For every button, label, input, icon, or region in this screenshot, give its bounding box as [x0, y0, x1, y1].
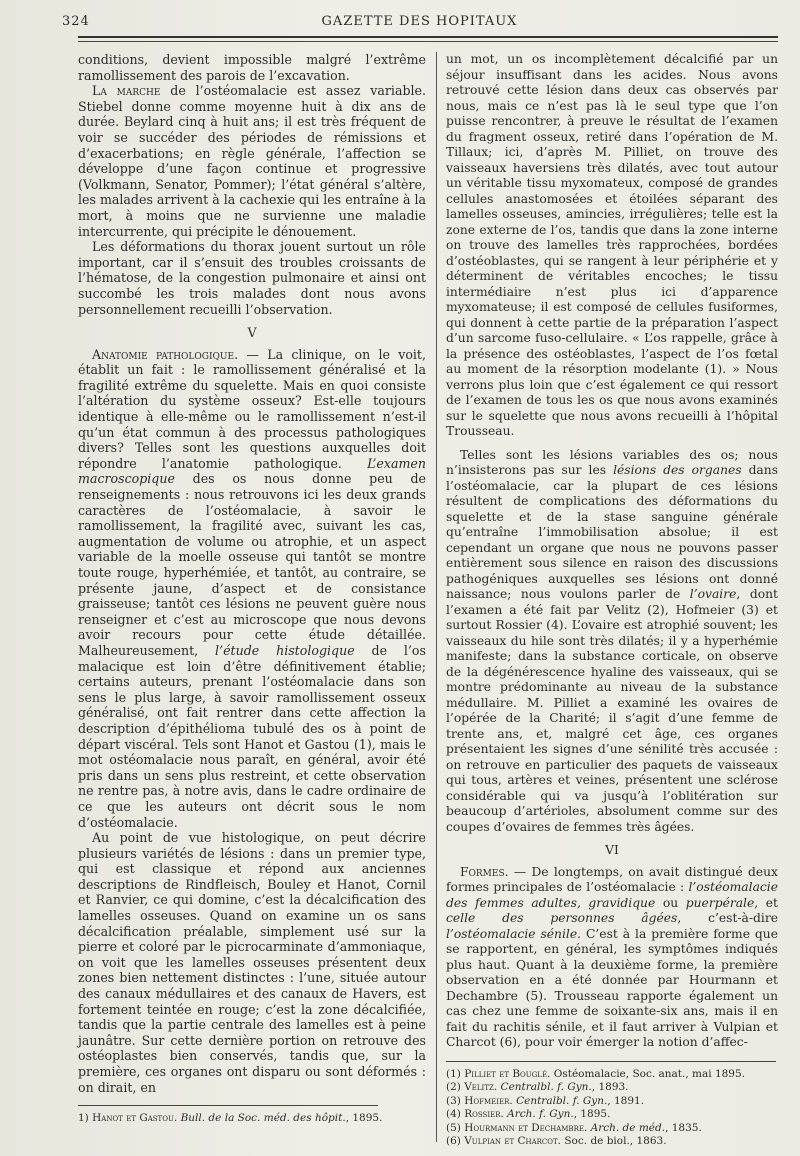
- footnote-author: Hofmeier.: [464, 1094, 513, 1107]
- footnote-end: , 1893.: [591, 1081, 629, 1093]
- header-rule-thin: [78, 41, 778, 42]
- italic-run: l’ostéomalacie des femmes adultes, gravidique: [446, 880, 778, 910]
- footnote-end: , 1891.: [607, 1094, 645, 1107]
- italic-run: celle des personnes âgées: [446, 911, 678, 925]
- paragraph: un mot, un os incomplètement décalcifié par un séjour insuffisant dans les acides. Nous avons retrouvé cette lésion dans deux cas observés par nous, mais ce n’est pas là le seul type que l’on puisse rencontrer, à preuve le résultat de l’examen du fragment osseux, retiré dans l’opération de M. Tillaux; ici, d’après M. Pilliet, on trouve des vaisseaux haversiens très dilatés, avec tout autour un véritable tissu myxomateux, composé de grandes cellules anastomosées et étoilées séparant des lamelles osseuses, amincies, irrégulières; telle est la zone externe de l’os, tandis que dans la zone interne on trouve des lamelles très rapprochées, bordées d’ostéoblastes, qui se rangent à leur périphérie et y déterminent de véritables encoches; le tissu intermédiaire n’est plus ici d’apparence myxomateuse; il est composé de cellules fusiformes, qui donnent à cette partie de la préparation l’aspect d’un sarcome fuso-cellulaire. « L’os rappelle, grâce à la présence des ostéoblastes, l’aspect de l’os fœtal au moment de la résorption modelante (1). » Nous verrons plus loin que c’est également ce qui ressort de l’examen de tous les os que nous avons examinés sur le squelette que nous avons recueilli à l’hôpital Trousseau.: [446, 52, 778, 438]
- footnote-author: Vulpian et Charcot.: [464, 1135, 562, 1147]
- text-run: , et: [754, 895, 778, 910]
- footnote-source: Centralbl. f. Gyn.: [497, 1081, 592, 1093]
- column-divider: [436, 52, 437, 1142]
- footnote: [446, 1081, 778, 1095]
- footnote-end: , 1895.: [345, 1112, 383, 1125]
- left-column: [78, 52, 426, 1126]
- footnote-source: Arch. de méd.: [587, 1121, 666, 1134]
- footnote-source: Centralbl. f. Gyn.: [512, 1094, 608, 1107]
- header-rule-thick: [78, 36, 778, 38]
- footnote: [446, 1108, 778, 1122]
- footnote-number: (6): [446, 1135, 461, 1147]
- footnote-end: , 1835.: [665, 1121, 702, 1134]
- text-run: de l’os malacique est loin d’être définitivement établie; certains auteurs, prenant l’ostéomalacie dans son sens le plus large, à savoir ramollissement osseux généralisé, ont fait rentrer dans cette affection la description d’épithélioma tubulé des os à point de départ viscéral. Tels sont Hanot et Gastou (1), mais le mot ostéomalacie nous paraît, en général, avoir été pris dans un sens plus restreint, et cette observation ne rentre pas, à notre avis, dans le cadre ordinaire de ce que les auteurs ont décrit sous le nom d’ostéomalacie.: [78, 642, 426, 830]
- text-run: — La clinique, on le voit, établit un fait : le ramollissement généralisé et la fragilité extrême du squelette. Mais en quoi consiste l’altération du système osseux? Est-elle toujours identique à elle-même ou le ramollissement n’est-il qu’un état commun à des processus pathologiques divers? Telles sont les questions auxquelles doit répondre l’anatomie pathologique.: [78, 346, 426, 471]
- text-run: , c’est-à-dire: [677, 911, 778, 925]
- footnote-rule: [446, 1061, 776, 1062]
- paragraph: conditions, devient impossible malgré l’extrême ramollissement des parois de l’excavation.: [78, 52, 426, 83]
- footnote-number: (3): [446, 1094, 461, 1107]
- footnote-author: Pilliet et Bouglé.: [464, 1067, 551, 1080]
- footnote-end: Ostéomalacie, Soc. anat., mai 1895.: [550, 1067, 745, 1080]
- page-number: 324: [62, 14, 90, 29]
- footnote-number: (5): [446, 1121, 461, 1134]
- italic-run: L’examen macroscopique: [78, 455, 426, 487]
- italic-run: lésions des organes: [613, 463, 742, 477]
- page-header: [62, 14, 777, 34]
- footnote-rule: [78, 1105, 378, 1106]
- footnote-source: Bull. de la Soc. méd. des hôpit.: [180, 1112, 346, 1125]
- italic-run: l’ovaire: [689, 587, 737, 601]
- text-run: dans l’ostéomalacie, car la plupart de ces lésions résultent de complications des déformations du squelette et de la stase sanguine générale qu’entraîne l’immobilisation absolue; il est cependant un organe que nous ne pouvons passer entièrement sous silence en raison des discussions pathogéniques auxquelles ses lésions ont donné naissance; nous voulons parler de: [446, 463, 778, 601]
- footnote-author: Hanot et Gastou.: [92, 1112, 178, 1125]
- footnote-end: , 1895.: [573, 1108, 611, 1120]
- footnotes-left: [78, 1112, 426, 1126]
- footnotes-right: [446, 1068, 778, 1149]
- italic-run: l’ostéomalacie sénile.: [446, 926, 582, 941]
- text-run: des os nous donne peu de renseignements : nous retrouvons ici les deux grands caractères de l’ostéomalacie, à savoir le ramollissement, la fragilité avec, suivant les cas, augmentation de volume ou atrophie, et un aspect variable de la moelle osseuse qui tantôt se montre toute rouge, hyperhémiée, et tantôt, au contraire, se présente jaune, d’aspect et de consistance graisseuse; tantôt ces lésions ne peuvent guère nous renseigner et c’est au microscope que nous devons avoir recours pour cette étude détaillée. Malheureusement,: [78, 471, 426, 658]
- section-number: VI: [605, 843, 619, 857]
- text-run: ou: [655, 895, 686, 910]
- paragraph-formes: [446, 865, 778, 1051]
- footnote: [446, 1135, 778, 1149]
- run-in-heading: Anatomie pathologique.: [92, 346, 239, 362]
- italic-run: puerpérale: [685, 895, 755, 910]
- text-run: — De longtemps, on avait distingué deux formes principales de l’ostéomalacie :: [446, 864, 778, 894]
- run-in-heading: Formes.: [460, 864, 509, 879]
- footnote-number: (2): [446, 1081, 461, 1093]
- text-run: , dont l’examen a été fait par Velitz (2), Hofmeier (3) et surtout Rossier (4). L’ovaire est atrophié souvent; les vaisseaux du hile sont très dilatés; il y a hyperhémie manifeste; dans la substance corticale, on observe de la dégénérescence hyaline des vaisseaux, qui se montre prédominante au niveau de la substance médullaire. M. Pilliet a examiné les ovaires de l’opérée de la Charité; il s’agit d’une femme de trente ans, et, malgré cet âge, ces organes présentaient les signes d’une sénilité très accusée : on retrouve en particulier des paquets de vaisseaux qui tous, artères et veines, présentent une sclérose considérable qui va jusqu’à l’oblitération sur beaucoup d’artérioles, absolument comme sur des coupes d’ovaires de femmes très âgées.: [446, 587, 778, 834]
- footnote-author: Velitz.: [464, 1081, 498, 1093]
- journal-title: GAZETTE DES HOPITAUX: [321, 14, 518, 29]
- paragraph-marche: [78, 83, 426, 239]
- section-number: V: [247, 325, 257, 341]
- right-column: [446, 52, 778, 1149]
- paragraph: Les déformations du thorax jouent surtout un rôle important, car il s’ensuit des troubles croissants de l’hématose, de la congestion pulmonaire et ainsi ont succombé les trois malades dont nous avons personnellement recueilli l’observation.: [78, 239, 426, 317]
- footnote: [446, 1095, 778, 1109]
- footnote-number: 1): [78, 1112, 89, 1125]
- text-run: de l’ostéomalacie est assez variable. Stiebel donne comme moyenne huit à dix ans de durée. Beylard cinq à huit ans; il est très fréquent de voir se succéder des périodes de rémissions et d’exacerbations; en règle générale, l’affection se développe d’une façon continue et progressive (Volkmann, Senator, Pommer); l’état général s’altère, les malades arrivent à la cachexie qui les entraîne à la mort, à moins que ne survienne une maladie intercurrente, qui précipite le dénouement.: [78, 83, 426, 239]
- text-run: C’est à la première forme que se rapportent, en général, les symptômes indiqués plus haut. Quant à la deuxième forme, la première observation en a été donnée par Hourmann et Dechambre (5). Trousseau rapporte également un cas chez une femme de soixante-six ans, mais il en fait du rachitis sénile, et il faut arriver à Vulpian et Charcot (6), pour voir émerger la notion d’affec-: [446, 926, 778, 1049]
- text-run: Telles sont les lésions variables des os; nous n’insisterons pas sur les: [446, 447, 778, 477]
- footnote-author: Rossier.: [464, 1108, 504, 1120]
- paragraph: Au point de vue histologique, on peut décrire plusieurs variétés de lésions : dans un premier type, qui est classique et répond aux anciennes descriptions de Rindfleisch, Bouley et Hanot, Cornil et Ranvier, ce qui domine, c’est la décalcification des lamelles osseuses. Quand on examine un os sans décalcification préalable, simplement usé sur la pierre et coloré par le picrocarminate d’ammoniaque, on voit que les lamelles osseuses présentent deux zones bien nettement distinctes : l’une, située autour des canaux médullaires et des canaux de Havers, est fortement teintée en rouge; c’est la zone décalcifiée, tandis que la partie centrale des lamelles est à peine jaunâtre. Sur cette dernière portion on retrouve des ostéoplastes bien conservés, tandis que, sur la première, ces organes ont disparu ou sont déformés : on dirait, en: [78, 830, 426, 1095]
- run-in-heading: La marche: [92, 83, 161, 99]
- paragraph-lesions: [446, 448, 778, 836]
- footnote-number: (1): [446, 1067, 461, 1080]
- italic-run: l’étude histologique: [215, 642, 355, 658]
- footnote-author: Hourmann et Dechambre.: [464, 1121, 588, 1134]
- footnote-number: (4): [446, 1108, 461, 1120]
- footnote-source: Arch. f. Gyn.: [503, 1108, 574, 1120]
- paragraph-anatomie: [78, 347, 426, 830]
- footnote: [78, 1112, 426, 1126]
- footnote: [446, 1122, 778, 1136]
- footnote-end: Soc. de biol., 1863.: [561, 1135, 667, 1147]
- footnote: [446, 1068, 778, 1082]
